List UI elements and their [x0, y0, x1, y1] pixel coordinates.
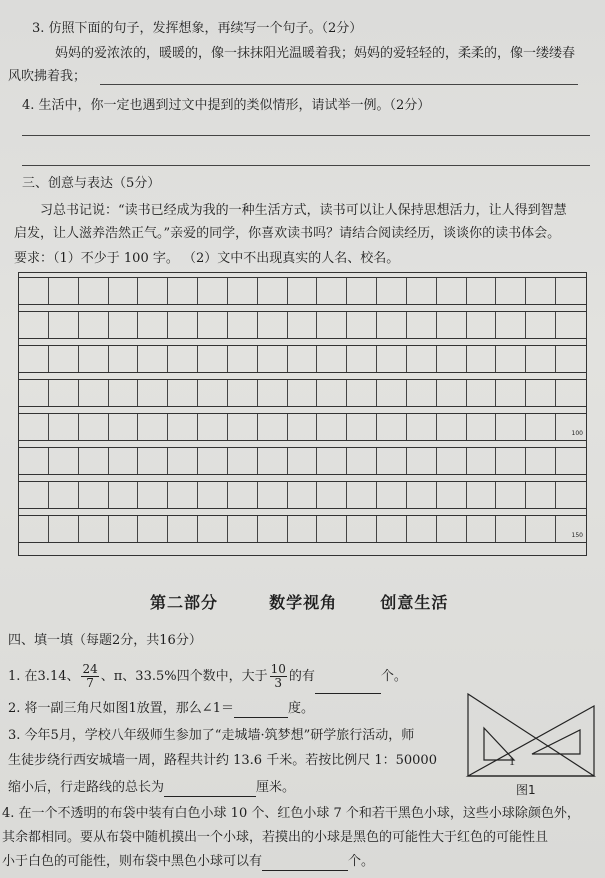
fraction-numerator: 10 — [270, 662, 286, 676]
s4-q4-text-a: 小于白色的可能性，则布袋中黑色小球可以有 — [2, 854, 263, 869]
section3-heading: 三、创意与表达（5分） — [22, 176, 161, 191]
s4-q3-text-a: 缩小后，行走路线的总长为 — [8, 780, 165, 795]
s4-q1-text-c: 的有 — [288, 669, 315, 684]
q3-sample-line1: 妈妈的爱浓浓的，暖暖的，像一抹抹阳光温暖着我；妈妈的爱轻轻的，柔柔的，像一缕缕春 — [55, 46, 576, 61]
s4-q3-line1: 3. 今年5月，学校八年级师生参加了“走城墙·筑梦想”研学旅行活动，师 — [8, 728, 415, 743]
s4-q1-text-a: 1. 在3.14、 — [8, 669, 80, 684]
q4-prompt: 4. 生活中，你一定也遇到过文中提到的类似情形，请试举一例。（2分） — [22, 98, 431, 113]
figure-caption: 图1 — [516, 783, 536, 797]
grid-row[interactable] — [19, 277, 586, 305]
s4-q3-line2: 生徒步绕行西安城墙一周，路程共计约 13.6 千米。若按比例尺 1：50000 — [8, 753, 437, 768]
angle-1-label: 1 — [509, 754, 515, 768]
grid-row[interactable] — [19, 311, 586, 339]
fraction-numerator: 24 — [82, 662, 98, 676]
q4-answer-line-1[interactable] — [22, 135, 590, 136]
grid-row[interactable] — [19, 413, 586, 441]
section3-text-line2: 启发，让人滋养浩然正气。”亲爱的同学，你喜欢读书吗？请结合阅读经历，谈谈你的读书体会。 — [14, 226, 561, 241]
s4-q1-text-b: 、π、33.5%四个数中，大于 — [100, 669, 268, 684]
set-square-large — [468, 694, 594, 776]
s4-q3-line3 — [8, 779, 295, 797]
grid-row[interactable] — [19, 379, 586, 407]
q3-answer-line[interactable] — [100, 84, 578, 85]
s4-q4-text-b: 个。 — [348, 854, 375, 869]
s4-q4-line3 — [2, 853, 374, 871]
part2-title-math: 数学视角 — [269, 593, 338, 612]
fraction-10-3 — [270, 663, 287, 690]
set-square-small-inner-cutout — [532, 730, 580, 754]
part2-title-creative: 创意生活 — [380, 593, 449, 612]
section3-requirements: 要求：（1）不少于 100 字。 （2）文中不出现真实的人名、校名。 — [14, 251, 400, 266]
composition-grid[interactable] — [18, 272, 587, 556]
s4-q1-answer-blank[interactable] — [315, 679, 381, 694]
part2-title-part: 第二部分 — [150, 593, 219, 612]
s4-q1-text-d: 个。 — [380, 669, 407, 684]
s4-q2-text-a: 2. 将一副三角尺如图1放置，那么∠1＝ — [8, 701, 234, 716]
s4-q2-answer-blank[interactable] — [234, 703, 288, 718]
grid-count-label-100: 100 — [571, 430, 583, 437]
s4-q3-text-b: 厘米。 — [256, 780, 296, 795]
q4-answer-line-2[interactable] — [22, 165, 590, 166]
section4-heading: 四、填一填（每题2分，共16分） — [8, 633, 202, 648]
figure-1-set-squares — [462, 688, 600, 800]
grid-row[interactable] — [19, 447, 586, 475]
set-square-small — [468, 706, 594, 776]
grid-row[interactable] — [19, 481, 586, 509]
fraction-denominator: 3 — [274, 676, 283, 690]
grid-count-label-150: 150 — [571, 532, 583, 539]
s4-q4-answer-blank[interactable] — [262, 856, 348, 871]
part2-title — [150, 590, 448, 613]
s4-q4-line1: 4. 在一个不透明的布袋中装有白色小球 10 个、红色小球 7 个和若干黑色小球，这些小球除颜色外， — [2, 806, 580, 821]
fraction-denominator: 7 — [86, 676, 94, 690]
q3-prompt: 3. 仿照下面的句子，发挥想象，再续写一个句子。（2分） — [32, 21, 363, 36]
q3-sample-line2: 风吹拂着我； — [8, 69, 87, 84]
s4-q2-text-b: 度。 — [287, 701, 314, 716]
s4-q3-answer-blank[interactable] — [164, 782, 256, 797]
s4-q1 — [8, 660, 407, 694]
grid-row[interactable] — [19, 345, 586, 373]
s4-q4-line2: 其余都相同。要从布袋中随机摸出一个小球，若摸出的小球是黑色的可能性大于红色的可能性且 — [2, 830, 549, 845]
grid-row[interactable] — [19, 515, 586, 543]
s4-q2 — [8, 700, 314, 718]
section3-text-line1: 习总书记说：“读书已经成为我的一种生活方式，读书可以让人保持思想活力，让人得到智慧 — [40, 203, 567, 218]
fraction-24-7 — [81, 663, 98, 690]
